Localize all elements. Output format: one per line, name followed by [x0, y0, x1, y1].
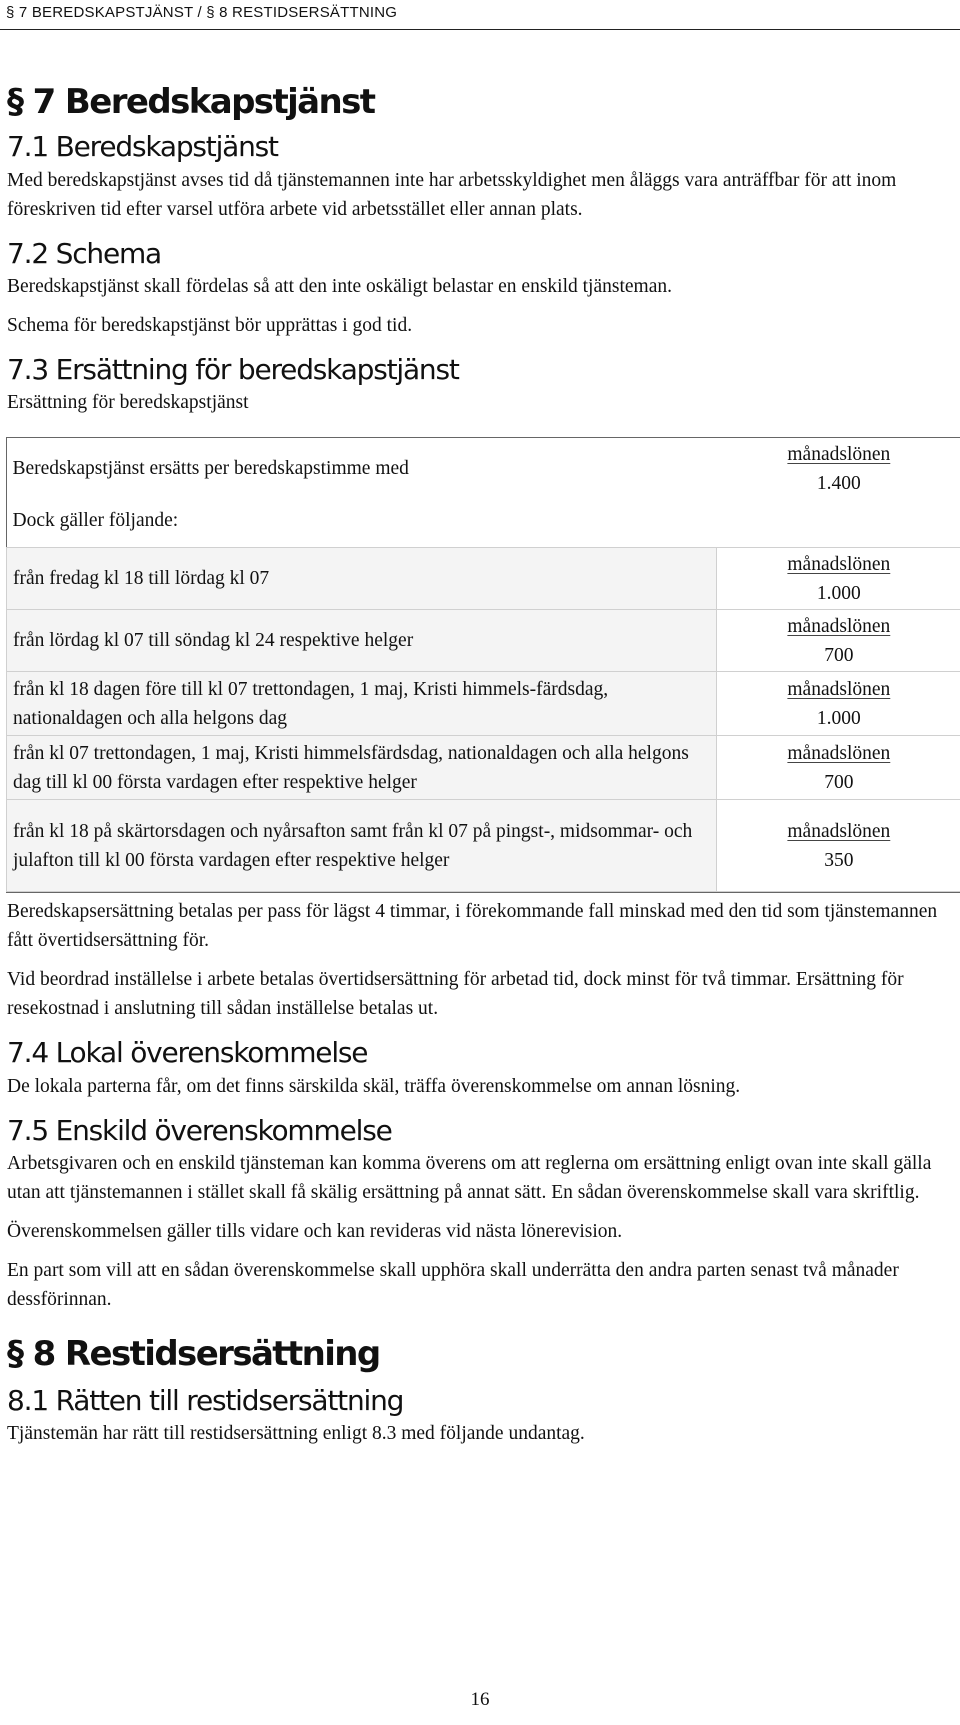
compensation-table [6, 438, 960, 893]
section-7-4-title: 7.4 Lokal överenskommelse [7, 1036, 368, 1070]
page-content [7, 84, 953, 1448]
compensation-table-frame [6, 437, 960, 894]
section-7-2-paragraph-1: Beredskapstjänst skall fördelas så att den inte oskäligt belastar en enskild tjänsteman. [7, 275, 672, 297]
base-label: Beredskapstjänst ersätts per beredskapstimme med [12, 458, 409, 480]
row-divisor: 700 [824, 771, 854, 793]
table-row [7, 736, 960, 800]
section-7-3-after-2: Vid beordrad inställelse i arbete betalas övertidsersättning för arbetad tid, dock minst för två timmar. Ersättning för resekostnad i anslutning till sådan inställelse betalas ut. [7, 969, 904, 1020]
section-7-3-intro: Ersättning för beredskapstjänst [7, 391, 249, 413]
exceptions-empty-cell [716, 500, 960, 548]
section-8-title: § 8 Restidsersättning [7, 1333, 380, 1374]
section-7-2-paragraph-2: Schema för beredskapstjänst bör upprättas i god tid. [7, 314, 413, 336]
row-unit: månadslönen [787, 678, 891, 700]
row-rate-cell [716, 610, 960, 672]
row-rate-cell [716, 548, 960, 610]
row-text: från kl 18 på skärtorsdagen och nyårsafton samt från kl 07 på pingst-, midsommar- och julafton till kl 00 första vardagen efter respektive helger [7, 800, 717, 892]
table-row-exceptions [7, 500, 960, 548]
section-8-1-text: Tjänstemän har rätt till restidsersättning enligt 8.3 med följande undantag. [7, 1423, 585, 1445]
row-unit: månadslönen [787, 742, 891, 764]
row-unit: månadslönen [787, 615, 891, 637]
base-rate-cell [716, 438, 960, 500]
base-unit: månadslönen [787, 443, 891, 465]
table-row [7, 672, 960, 736]
table-row [7, 548, 960, 610]
section-7-2-title: 7.2 Schema [7, 236, 162, 270]
row-divisor: 1.000 [816, 707, 861, 729]
row-text: från fredag kl 18 till lördag kl 07 [7, 548, 717, 610]
section-7-3-title: 7.3 Ersättning för beredskapstjänst [7, 352, 459, 386]
section-7-title: § 7 Beredskapstjänst [7, 82, 375, 122]
section-7-3-after-1: Beredskapsersättning betalas per pass för lägst 4 timmar, i förekommande fall minskad med den tid som tjänstemannen fått övertidsersättning för. [7, 901, 938, 952]
base-divisor: 1.400 [816, 472, 861, 494]
section-7-1-text: Med beredskapstjänst avses tid då tjänstemannen inte har arbetsskyldighet men åläggs vara anträffbar för att inom föreskriven tid efter varsel utföra arbete vid arbetsstället eller annan plats. [7, 169, 897, 220]
section-7-1-title: 7.1 Beredskapstjänst [7, 130, 278, 164]
table-row [7, 800, 960, 892]
section-7-5-title: 7.5 Enskild överenskommelse [7, 1113, 392, 1147]
section-7-5-paragraph-3: En part som vill att en sådan överenskommelse skall upphöra skall underrätta den andra parten senast två månader dessförinnan. [7, 1259, 899, 1310]
row-text: från kl 07 trettondagen, 1 maj, Kristi himmelsfärdsdag, nationaldagen och alla helgons dag till kl 00 första vardagen efter respektive helger [7, 736, 717, 800]
section-8-1-title: 8.1 Rätten till restidsersättning [7, 1384, 404, 1418]
section-7-4-text: De lokala parterna får, om det finns särskilda skäl, träffa överenskommelse om annan lösning. [7, 1075, 741, 1097]
section-7-5-paragraph-2: Överenskommelsen gäller tills vidare och kan revideras vid nästa lönerevision. [7, 1220, 623, 1242]
row-divisor: 350 [824, 849, 854, 871]
row-rate-cell [716, 672, 960, 736]
table-row [7, 610, 960, 672]
row-rate-cell [716, 736, 960, 800]
table-row-base [7, 438, 960, 500]
row-text: från lördag kl 07 till söndag kl 24 respektive helger [7, 610, 717, 672]
page-number: 16 [470, 1689, 490, 1710]
row-divisor: 1.000 [816, 582, 861, 604]
exceptions-label: Dock gäller följande: [12, 509, 179, 531]
row-rate-cell [716, 800, 960, 892]
running-header: § 7 BEREDSKAPSTJÄNST / § 8 RESTIDSERSÄTTNING [0, 0, 960, 30]
row-text: från kl 18 dagen före till kl 07 trettondagen, 1 maj, Kristi himmels-färdsdag, nationaldagen och alla helgons dag [7, 672, 717, 736]
row-unit: månadslönen [787, 820, 891, 842]
section-7-5-paragraph-1: Arbetsgivaren och en enskild tjänsteman kan komma överens om att reglerna om ersättning enligt ovan inte skall gälla utan att tjänstemannen i stället skall få skälig ersättning på annat sätt. En sådan överenskommelse skall vara skriftlig. [7, 1152, 932, 1203]
row-divisor: 700 [824, 644, 854, 666]
row-unit: månadslönen [787, 553, 891, 575]
